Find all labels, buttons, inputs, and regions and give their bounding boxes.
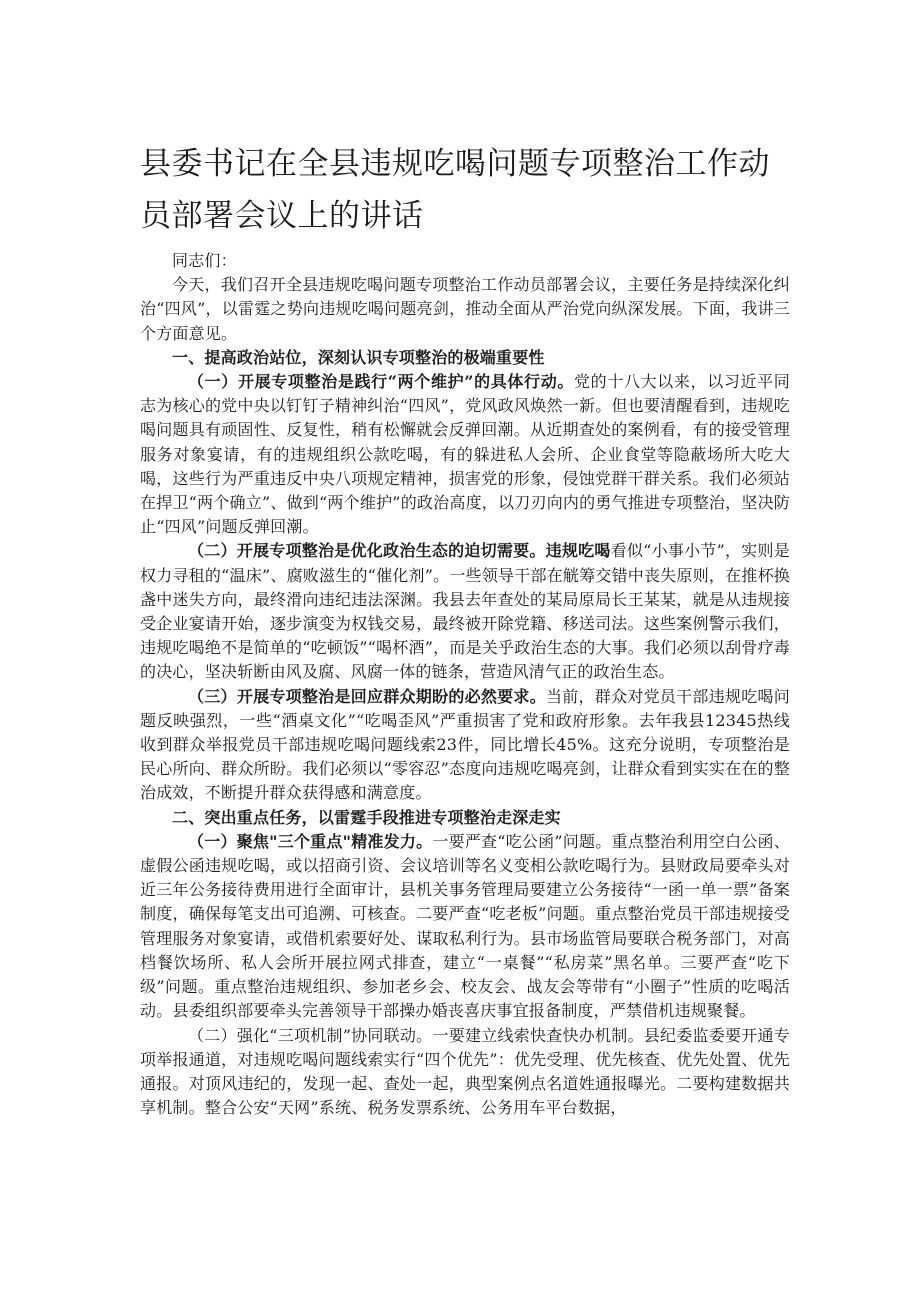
section2-item1-lead: （一）聚焦"三个重点"精准发力。 [188,831,433,851]
section2-item1-text: 一要严查“吃公函”问题。重点整治利用空白公函、虚假公函违规吃喝，或以招商引资、会议培训等名义变相公款吃喝行为。县财政局要牵头对近三年公务接待费用进行全面审计，县机关事务管理局要建立公务接待“一函一单一票”备案制度，确保每笔支出可追溯、可核查。二要严查“吃老板”问题。重点整治党员干部违规接受管理服务对象宴请，或借机索要好处、谋取私利行为。县市场监管局要联合税务部门，对高档餐饮场所、私人会所开展拉网式排查，建立“一桌餐”“私房菜”黑名单。三要严查“吃下级”问题。重点整治违规组织、参加老乡会、校友会、战友会等带有“小圈子”性质的吃喝活动。县委组织部要牵头完善领导干部操办婚丧喜庆事宜报备制度，严禁借机违规聚餐。 [140,831,790,1021]
intro-paragraph: 今天，我们召开全县违规吃喝问题专项整治工作动员部署会议，主要任务是持续深化纠治“四风”，以雷霆之势向违规吃喝问题亮剑，推动全面从严治党向纵深发展。下面，我讲三个方面意见。 [140,275,790,343]
section1-item1-lead: （一）开展专项整治是践行“两个维护”的具体行动。 [188,372,574,392]
salutation: 同志们： [172,251,237,270]
document-body [140,249,790,1120]
section1-item2 [140,539,790,684]
document-title: 县委书记在全县违规吃喝问题专项整治工作动员部署会议上的讲话 [140,146,770,234]
section1-item2-text: 看似“小事小节”，实则是权力寻租的“温床”、腐败滋生的“催化剂”。一些领导干部在觥筹交错中丧失原则，在推杯换盏中迷失方向，最终滑向违纪违法深渊。我县去年查处的某局原局长王某某，就是从违规接受企业宴请开始，逐步演变为权钱交易，最终被开除党籍、移送司法。这些案例警示我们，违规吃喝绝不是简单的“吃顿饭”“喝杯酒”，而是关乎政治生态的大事。我们必须以刮骨疗毒的决心，坚决斩断由风及腐、风腐一体的链条，营造风清气正的政治生态。 [140,541,791,682]
section1-item1 [140,370,790,539]
section2-item2-lead: （二）强化“三项机制”协同联动。 [188,1025,433,1045]
section1-item3-text: 当前，群众对党员干部违规吃喝问题反映强烈，一些“酒桌文化”“吃喝歪风”严重损害了党和政府形象。去年我县12345热线收到群众举报党员干部违规吃喝问题线索23件，同比增长45%。这充分说明，专项整治是民心所向、群众所盼。我们必须以“零容忍”态度向违规吃喝亮剑，让群众看到实实在在的整治成效，不断提升群众获得感和满意度。 [140,686,790,803]
section2-item2-text: 一要建立线索快查快办机制。县纪委监委要开通专项举报通道，对违规吃喝问题线索实行“四个优先”：优先受理、优先核查、优先处置、优先通报。对顶风违纪的，发现一起、查处一起，典型案例点名道姓通报曝光。二要构建数据共享机制。整合公安“天网”系统、税务发票系统、公务用车平台数据， [140,1025,791,1118]
section1-item1-text: 党的十八大以来，以习近平同志为核心的党中央以钉钉子精神纠治“四风”，党风政风焕然一新。但也要清醒看到，违规吃喝问题具有顽固性、反复性，稍有松懈就会反弹回潮。从近期查处的案例看，有的接受管理服务对象宴请，有的违规组织公款吃喝，有的躲进私人会所、企业食堂等隐蔽场所大吃大喝，这些行为严重违反中央八项规定精神，损害党的形象，侵蚀党群干群关系。我们必须站在捍卫“两个确立”、做到“两个维护”的政治高度，以刀刃向内的勇气推进专项整治，坚决防止“四风”问题反弹回潮。 [140,372,790,537]
section1-item2-lead: （二）开展专项整治是优化政治生态的迫切需要。违规吃喝 [188,541,611,561]
section1-item3-lead: （三）开展专项整治是回应群众期盼的必然要求。 [188,686,546,706]
section2-item2 [140,1024,790,1121]
section1-heading: 一、提高政治站位，深刻认识专项整治的极端重要性 [172,347,545,367]
section2-heading: 二、突出重点任务，以雷霆手段推进专项整治走深走实 [172,807,561,827]
section1-item3 [140,685,790,806]
section2-item1 [140,830,790,1024]
